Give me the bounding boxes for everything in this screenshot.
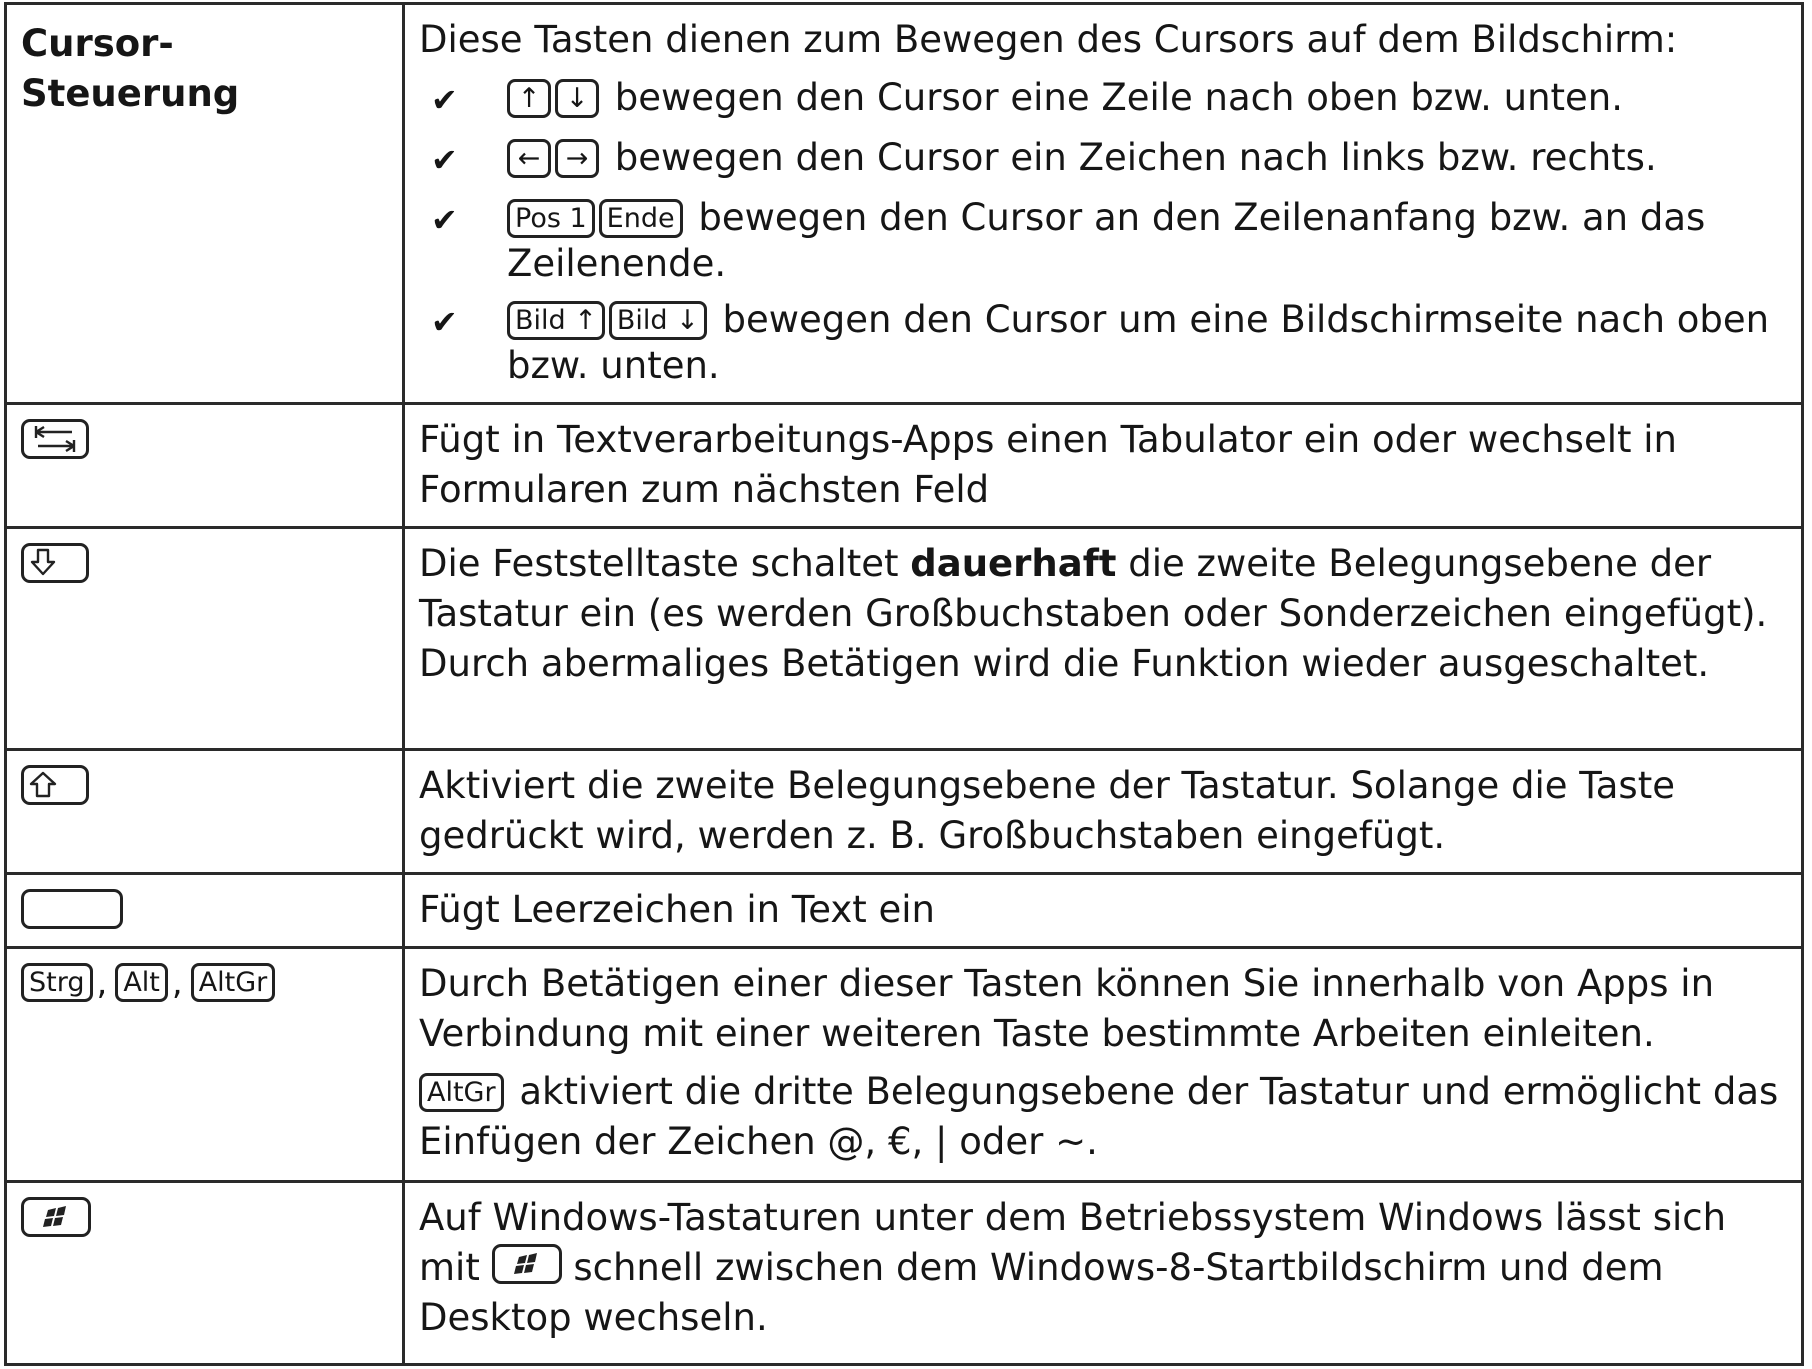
table-row — [6, 948, 1803, 1182]
row-header — [21, 19, 390, 119]
sub-text: aktiviert die dritte Belegungsebene der Tastatur und ermöglicht das Einfügen der Zeichen @, €, | oder ~. — [419, 1070, 1779, 1163]
key-cap: ← — [507, 139, 551, 178]
description-cell — [404, 1182, 1803, 1365]
row-text-part: schnell zwischen dem Windows-8-Startbildschirm und dem Desktop wechseln. — [419, 1246, 1664, 1339]
key-cap: Ende — [599, 199, 683, 238]
key-cap: Bild ↑ — [507, 301, 605, 340]
separator: , — [96, 963, 108, 1003]
caps-lock-key-icon — [21, 543, 89, 583]
bullet-text: bewegen den Cursor um eine Bildschirmseite nach oben bzw. unten. — [507, 298, 1770, 387]
key-cap: AltGr — [191, 963, 276, 1002]
key-cap: ↑ — [507, 79, 551, 118]
row-text: Fügt Leerzeichen in Text ein — [419, 888, 935, 931]
key-cap: Strg — [21, 963, 93, 1002]
table-row — [6, 528, 1803, 750]
key-cell — [6, 948, 404, 1182]
description-cell — [404, 874, 1803, 948]
windows-key-icon — [21, 1197, 91, 1237]
key-cell — [6, 1182, 404, 1365]
row-text-part: Die Feststelltaste schaltet — [419, 542, 911, 585]
windows-key-icon — [492, 1244, 562, 1284]
sub-paragraph — [419, 1067, 1781, 1167]
separator: , — [171, 963, 183, 1003]
bullet-item — [419, 297, 1781, 389]
row-header-line: Cursor- — [21, 22, 174, 65]
key-cell — [6, 750, 404, 874]
description-cell — [404, 528, 1803, 750]
row-text-part: die zweite Belegungsebene der Tastatur ein (es werden Großbuchstaben oder Sonderzeichen eingefügt). Durch abermaliges Betätigen wird die Funktion wieder ausgeschaltet. — [419, 542, 1768, 685]
row-header-line: Steuerung — [21, 72, 240, 115]
bullet-text: bewegen den Cursor an den Zeilenanfang bzw. an das Zeilenende. — [507, 196, 1706, 285]
row-text: Fügt in Textverarbeitungs-Apps einen Tabulator ein oder wechselt in Formularen zum nächsten Feld — [419, 418, 1677, 511]
emphasis-text: dauerhaft — [910, 542, 1117, 585]
key-cell — [6, 528, 404, 750]
description-cell — [404, 750, 1803, 874]
row-text: Aktiviert die zweite Belegungsebene der Tastatur. Solange die Taste gedrückt wird, werden z. B. Großbuchstaben eingefügt. — [419, 764, 1675, 857]
key-cap: → — [555, 139, 599, 178]
bullet-text: bewegen den Cursor eine Zeile nach oben bzw. unten. — [614, 76, 1624, 119]
key-cell — [6, 4, 404, 404]
table-row — [6, 4, 1803, 404]
description-cell — [404, 404, 1803, 528]
bullet-item — [419, 135, 1781, 185]
row-text — [419, 539, 1781, 689]
key-cell — [6, 874, 404, 948]
description-cell — [404, 4, 1803, 404]
shift-key-icon — [21, 765, 89, 805]
table-row — [6, 874, 1803, 948]
key-cell — [6, 404, 404, 528]
key-cap: Bild ↓ — [609, 301, 707, 340]
table-row — [6, 750, 1803, 874]
checkmark-icon: ✔ — [431, 303, 458, 341]
checkmark-icon: ✔ — [431, 81, 458, 119]
keyboard-keys-table — [4, 2, 1804, 1366]
space-key-icon — [21, 889, 123, 929]
tab-key-icon — [21, 419, 89, 459]
row-text-part: Auf Windows-Tastaturen unter dem Betriebssystem Windows lässt sich mit — [419, 1196, 1727, 1289]
key-cap: ↓ — [555, 79, 599, 118]
bullet-item — [419, 195, 1781, 287]
bullet-text: bewegen den Cursor ein Zeichen nach links bzw. rechts. — [614, 136, 1657, 179]
intro-text: Diese Tasten dienen zum Bewegen des Cursors auf dem Bildschirm: — [419, 18, 1678, 61]
row-text — [419, 1193, 1781, 1343]
table-row — [6, 404, 1803, 528]
key-cap: Pos 1 — [507, 199, 595, 238]
row-text: Durch Betätigen einer dieser Tasten können Sie innerhalb von Apps in Verbindung mit einer weiteren Taste bestimmte Arbeiten einleiten. — [419, 962, 1715, 1055]
bullet-item — [419, 75, 1781, 125]
key-cap: AltGr — [419, 1073, 504, 1112]
checkmark-icon: ✔ — [431, 141, 458, 179]
key-cap: Alt — [115, 963, 168, 1002]
table-row — [6, 1182, 1803, 1365]
description-cell — [404, 948, 1803, 1182]
checkmark-icon: ✔ — [431, 201, 458, 239]
